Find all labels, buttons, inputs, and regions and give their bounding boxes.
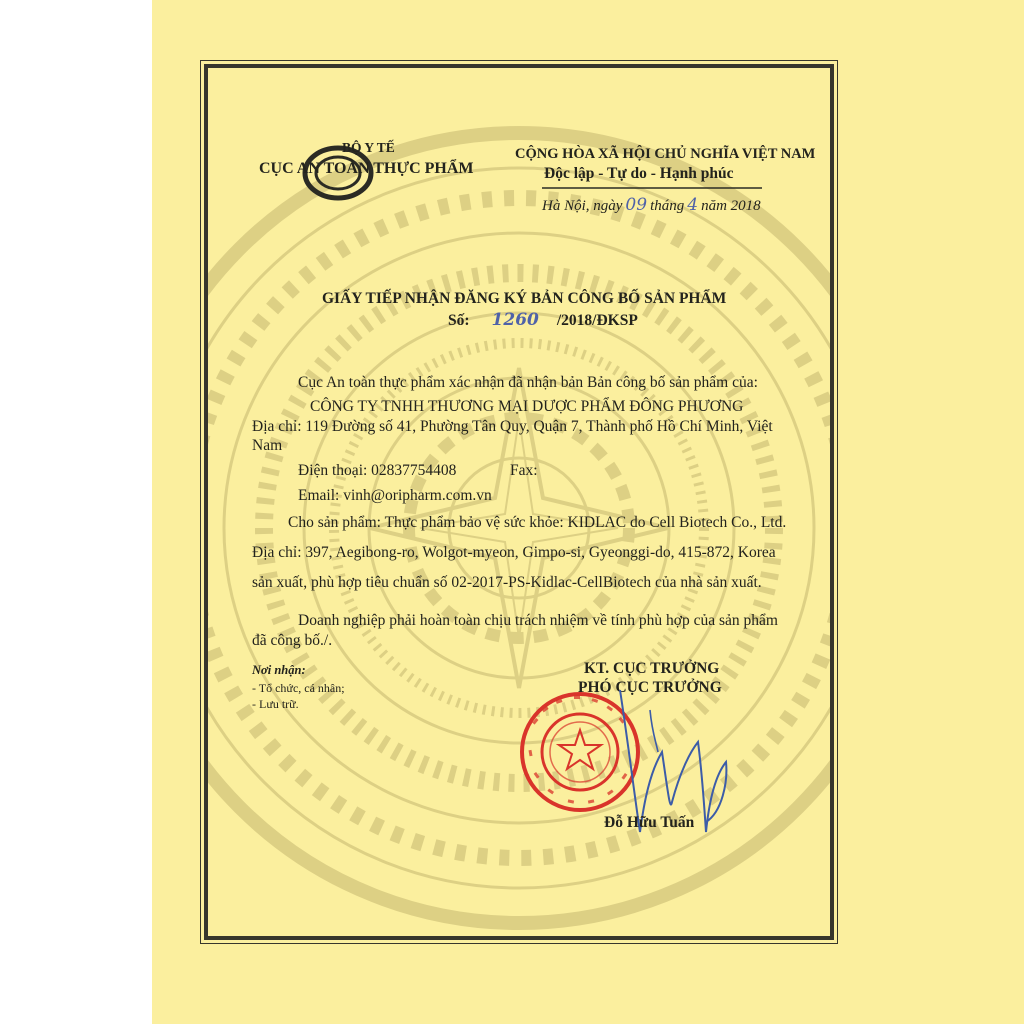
signer-role-2: PHÓ CỤC TRƯỞNG xyxy=(578,679,722,696)
document-number: Số: 1260 /2018/ĐKSP xyxy=(448,310,638,330)
document-page xyxy=(152,0,1024,1024)
company-address-cont: Nam xyxy=(252,437,283,454)
responsibility-text-cont: đã công bố./. xyxy=(252,632,333,649)
motto-underline xyxy=(542,186,762,190)
manufacturer-standard: sản xuất, phù hợp tiêu chuẩn số 02-2017-PS-Kidlac-CellBiotech của nhà sản xuất. xyxy=(252,574,762,591)
company-address: Địa chỉ: 119 Đường số 41, Phường Tân Quy, Quận 7, Thành phố Hồ Chí Minh, Việt xyxy=(252,418,773,435)
signer-name: Đỗ Hữu Tuấn xyxy=(604,814,695,831)
manufacturer-address: Địa chỉ: 397, Aegibong-ro, Wolgot-myeon, Gimpo-si, Gyeonggi-do, 415-872, Korea xyxy=(252,544,776,561)
intro-text: Cục An toàn thực phẩm xác nhận đã nhận bản Bản công bố sản phẩm của: xyxy=(298,374,758,391)
recipient-item: - Tổ chức, cá nhân; xyxy=(252,681,345,695)
handwritten-number: 1260 xyxy=(491,310,539,330)
recipient-item: - Lưu trữ. xyxy=(252,697,299,711)
email-address: Email: vinh@oripharm.com.vn xyxy=(298,487,492,504)
department-name: CỤC AN TOÀN THỰC PHẨM xyxy=(259,160,474,177)
handwritten-day: 09 xyxy=(625,195,648,215)
document-title: GIẤY TIẾP NHẬN ĐĂNG KÝ BẢN CÔNG BỐ SẢN PHẨM xyxy=(322,290,727,307)
ministry-name: BỘ Y TẾ xyxy=(342,140,395,155)
republic-name: CỘNG HÒA XÃ HỘI CHỦ NGHĨA VIỆT NAM xyxy=(515,146,816,162)
handwritten-month: 4 xyxy=(687,195,699,215)
responsibility-text: Doanh nghiệp phải hoàn toàn chịu trách nhiệm về tính phù hợp của sản phẩm xyxy=(298,612,778,629)
fax-label: Fax: xyxy=(510,462,538,479)
recipients-heading: Nơi nhận: xyxy=(252,663,306,677)
company-name: CÔNG TY TNHH THƯƠNG MẠI DƯỢC PHẨM ĐÔNG PHƯƠNG xyxy=(310,398,744,415)
phone-number: Điện thoại: 02837754408 xyxy=(298,462,457,479)
issue-date: Hà Nội, ngày 09 tháng 4 năm 2018 xyxy=(542,195,761,215)
signer-role-1: KT. CỤC TRƯỞNG xyxy=(584,660,720,677)
product-description: Cho sản phẩm: Thực phẩm bảo vệ sức khỏe: KIDLAC do Cell Biotech Co., Ltd. xyxy=(288,514,787,531)
national-motto: Độc lập - Tự do - Hạnh phúc xyxy=(544,165,734,182)
